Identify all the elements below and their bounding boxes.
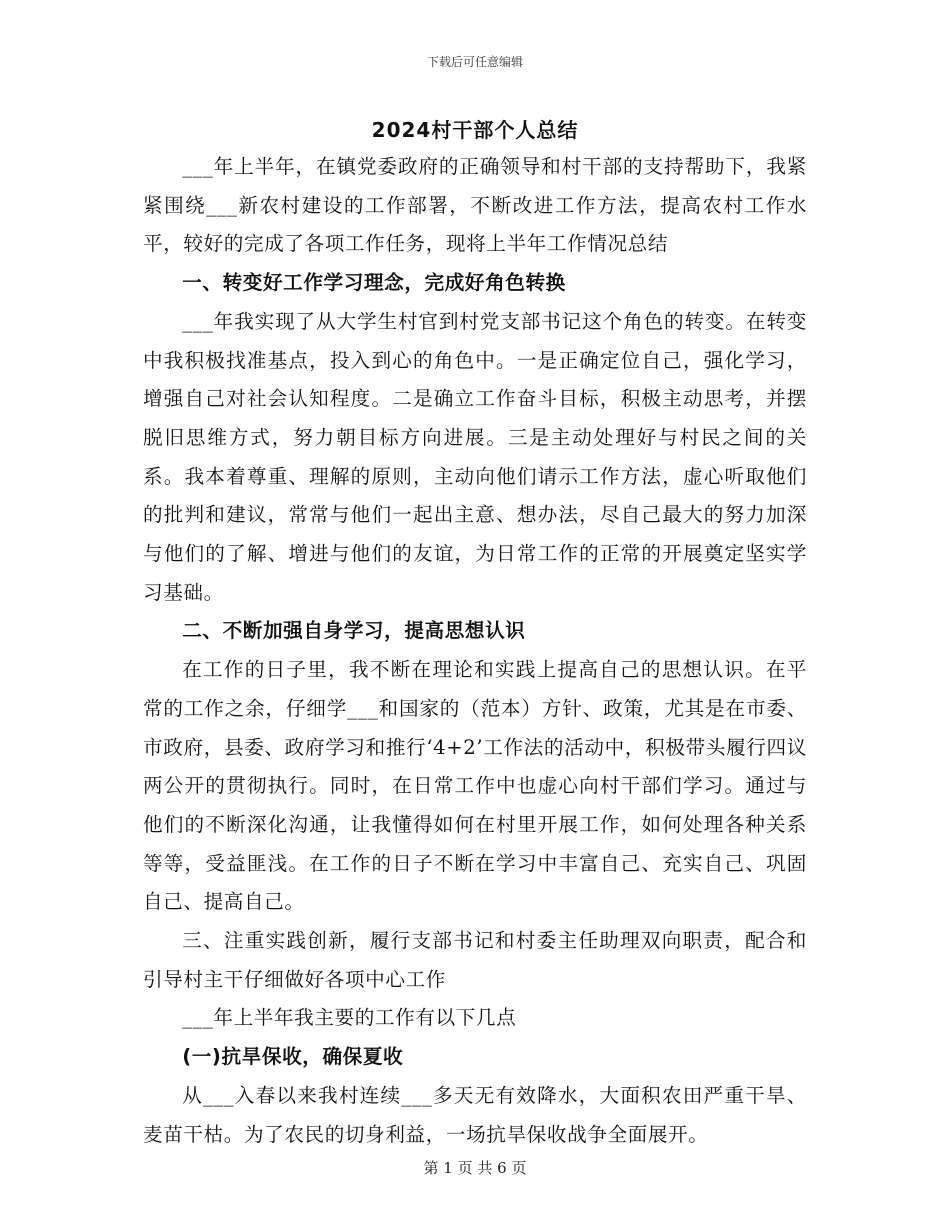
section-2-paragraph: 在工作的日子里，我不断在理论和实践上提高自己的思想认识。在平常的工作之余，仔细学___和国家的（范本）方针、政策，尤其是在市委、市政府，县委、政府学习和推行‘4+2’工作法的活动中，积极带头履行四议两公开的贯彻执行。同时，在日常工作中也虚心向村干部们学习。通过与他们的不断深化沟通，让我懂得如何在村里开展工作，如何处理各种关系等等，受益匪浅。在工作的日子不断在学习中丰富自己、充实自己、巩固自己、提高自己。 <box>143 658 807 914</box>
section-heading-1: 一、转变好工作学习理念，完成好角色转换 <box>182 271 566 295</box>
document-title: 2024村干部个人总结 <box>371 118 579 142</box>
document-body <box>143 148 807 1154</box>
subsection-1-paragraph: 从___入春以来我村连续___多天无有效降水，大面积农田严重干旱、麦苗干枯。为了农民的切身利益，一场抗旱保收战争全面展开。 <box>143 1083 807 1146</box>
header-note: 下载后可任意编辑 <box>426 55 523 69</box>
section-3-intro: ___年上半年我主要的工作有以下几点 <box>182 1006 517 1030</box>
section-heading-2: 二、不断加强自身学习，提高思想认识 <box>182 619 526 643</box>
page-footer: 第 1 页 共 6 页 <box>423 1159 527 1177</box>
intro-paragraph: ___年上半年，在镇党委政府的正确领导和村干部的支持帮助下，我紧紧围绕___新农村建设的工作部署，不断改进工作方法，提高农村工作水平，较好的完成了各项工作任务，现将上半年工作情况总结 <box>143 155 807 256</box>
subsection-heading-1: (一)抗旱保收，确保夏收 <box>182 1045 404 1069</box>
section-1-paragraph: ___年我实现了从大学生村官到村党支部书记这个角色的转变。在转变中我积极找准基点，投入到心的角色中。一是正确定位自己，强化学习，增强自己对社会认知程度。二是确立工作奋斗目标，积极主动思考，并摆脱旧思维方式，努力朝目标方向进展。三是主动处理好与村民之间的关系。我本着尊重、理解的原则，主动向他们请示工作方法，虚心听取他们的批判和建议，常常与他们一起出主意、想办法，尽自己最大的努力加深与他们的了解、增进与他们的友谊，为日常工作的正常的开展奠定坚实学习基础。 <box>143 309 807 604</box>
section-heading-3: 三、注重实践创新，履行支部书记和村委主任助理双向职责，配合和引导村主干仔细做好各项中心工作 <box>143 929 807 991</box>
